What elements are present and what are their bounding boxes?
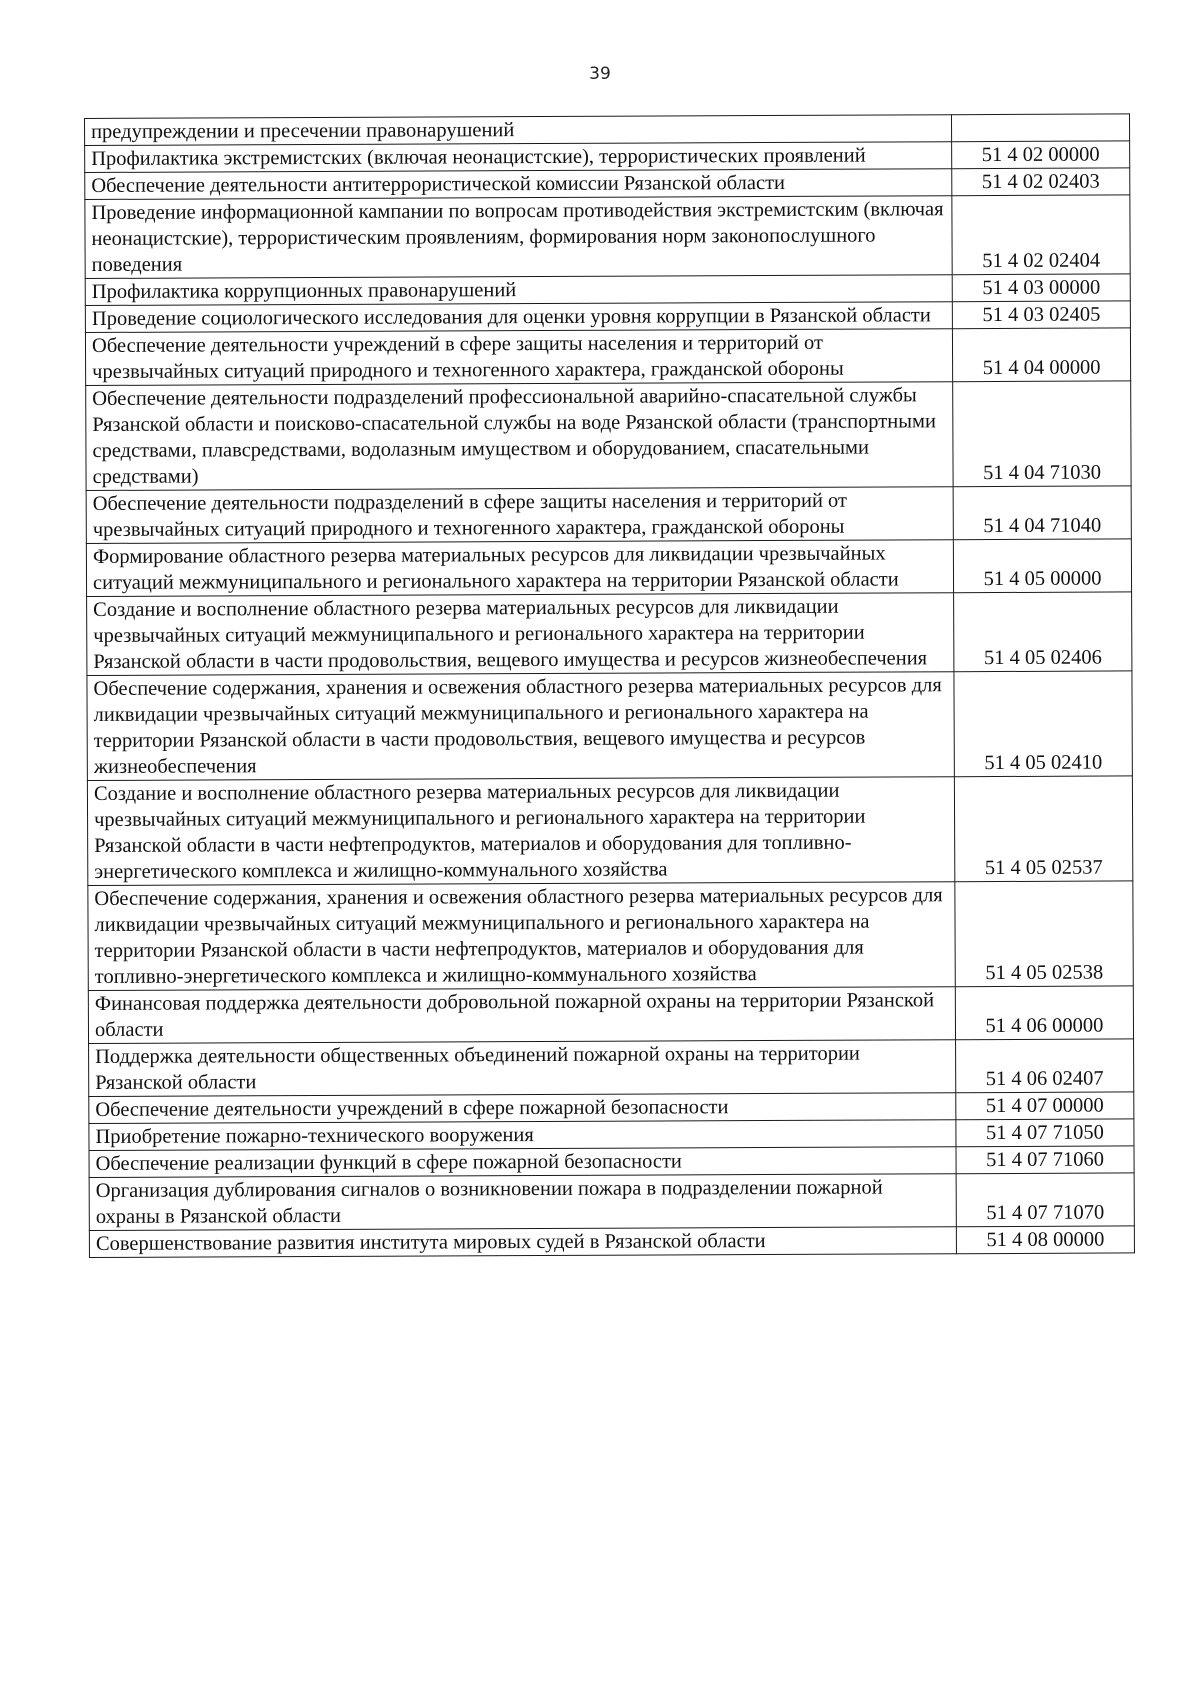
row-code: 51 4 05 02537 xyxy=(954,776,1132,882)
row-name: Обеспечение деятельности подразделений профессиональной аварийно-спасательной службы Рязанской области и поисково-спасательной службы на воде Рязанской области (транспортными средствами, плавсредствами, водолазным имуществом и оборудованием, спасательными средствами) xyxy=(86,382,953,491)
table-row xyxy=(89,1226,1134,1258)
row-code: 51 4 02 02404 xyxy=(952,195,1130,275)
row-code: 51 4 03 00000 xyxy=(952,274,1130,302)
row-name: Организация дублирования сигналов о возникновении пожара в подразделении пожарной охраны в Рязанской области xyxy=(89,1174,956,1231)
row-code: 51 4 04 00000 xyxy=(952,328,1130,382)
row-name: Создание и восполнение областного резерва материальных ресурсов для ликвидации чрезвычайных ситуаций межмуниципального и регионального характера на территории Рязанской области в части продовольствия, вещевого имущества и ресурсов жизнеобеспечения xyxy=(87,593,954,676)
document-sheet xyxy=(84,113,1135,1258)
row-name: Профилактика экстремистских (включая неонацистские), террористических проявлений xyxy=(85,142,952,173)
table-row xyxy=(85,328,1130,386)
row-code: 51 4 05 02410 xyxy=(954,671,1132,777)
row-name: Обеспечение деятельности учреждений в сфере пожарной безопасности xyxy=(89,1093,956,1124)
table-row xyxy=(88,986,1133,1044)
row-name: Обеспечение содержания, хранения и освежения областного резерва материальных ресурсов для ликвидации чрезвычайных ситуаций межмуниципального и регионального характера на территории Рязанской области в части продовольствия, вещевого имущества и ресурсов жизнеобеспечения xyxy=(87,672,954,781)
row-code: 51 4 05 02406 xyxy=(954,592,1132,672)
row-name: Приобретение пожарно-технического вооружения xyxy=(89,1120,956,1151)
row-name: Проведение информационной кампании по вопросам противодействия экстремистским (включая неонацистские), террористическим проявлениям, формирования норм законопослушного поведения xyxy=(85,196,952,279)
row-name: Формирование областного резерва материальных ресурсов для ликвидации чрезвычайных ситуаций межмуниципального и регионального характера на территории Рязанской области xyxy=(86,540,953,597)
table-row xyxy=(89,1173,1134,1231)
row-code: 51 4 02 02403 xyxy=(952,168,1130,196)
row-name: Совершенствование развития института мировых судей в Рязанской области xyxy=(89,1227,956,1258)
row-code: 51 4 05 00000 xyxy=(953,539,1131,593)
table-row xyxy=(87,776,1132,886)
row-code: 51 4 08 00000 xyxy=(956,1226,1134,1254)
table-row xyxy=(87,592,1132,676)
row-code: 51 4 07 00000 xyxy=(956,1092,1134,1120)
row-code: 51 4 06 02407 xyxy=(956,1039,1134,1093)
row-code: 51 4 06 00000 xyxy=(955,986,1133,1040)
page-number: 39 xyxy=(589,64,611,84)
row-code: 51 4 03 02405 xyxy=(952,301,1130,329)
row-name: предупреждении и пресечении правонарушений xyxy=(85,115,952,146)
row-name: Обеспечение деятельности антитеррористической комиссии Рязанской области xyxy=(85,169,952,200)
table-row xyxy=(86,486,1131,544)
row-name: Профилактика коррупционных правонарушений xyxy=(85,275,952,306)
table-row xyxy=(88,881,1133,991)
row-code: 51 4 05 02538 xyxy=(955,881,1133,987)
row-name: Проведение социологического исследования для оценки уровня коррупции в Рязанской области xyxy=(85,302,952,333)
row-name: Обеспечение реализации функций в сфере пожарной безопасности xyxy=(89,1147,956,1178)
row-code: 51 4 07 71060 xyxy=(956,1146,1134,1174)
row-name: Финансовая поддержка деятельности добровольной пожарной охраны на территории Рязанской области xyxy=(88,987,955,1044)
table-row xyxy=(86,381,1131,491)
row-name: Обеспечение деятельности учреждений в сфере защиты населения и территорий от чрезвычайных ситуаций природного и техногенного характера, гражданской обороны xyxy=(85,329,952,386)
row-code: 51 4 02 00000 xyxy=(952,141,1130,169)
target-items-table xyxy=(84,113,1135,1258)
row-name: Обеспечение деятельности подразделений в сфере защиты населения и территорий от чрезвычайных ситуаций природного и техногенного характера, гражданской обороны xyxy=(86,487,953,544)
row-code: 51 4 07 71070 xyxy=(956,1173,1134,1227)
table-row xyxy=(86,539,1131,597)
table-row xyxy=(85,195,1130,279)
row-code: 51 4 04 71030 xyxy=(953,381,1131,487)
row-code: 51 4 07 71050 xyxy=(956,1119,1134,1147)
row-name: Обеспечение содержания, хранения и освежения областного резерва материальных ресурсов для ликвидации чрезвычайных ситуаций межмуниципального и регионального характера на территории Рязанской области в части нефтепродуктов, материалов и оборудования для топливно-энергетического комплекса и жилищно-коммунального хозяйства xyxy=(88,882,955,991)
row-code: 51 4 04 71040 xyxy=(953,486,1131,540)
table-body xyxy=(85,114,1135,1258)
row-name: Поддержка деятельности общественных объединений пожарной охраны на территории Рязанской области xyxy=(89,1040,956,1097)
table-row xyxy=(87,671,1132,781)
row-name: Создание и восполнение областного резерва материальных ресурсов для ликвидации чрезвычайных ситуаций межмуниципального и регионального характера на территории Рязанской области в части нефтепродуктов, материалов и оборудования для топливно-энергетического комплекса и жилищно-коммунального хозяйства xyxy=(87,777,954,886)
row-code xyxy=(952,114,1130,142)
table-row xyxy=(89,1039,1134,1097)
